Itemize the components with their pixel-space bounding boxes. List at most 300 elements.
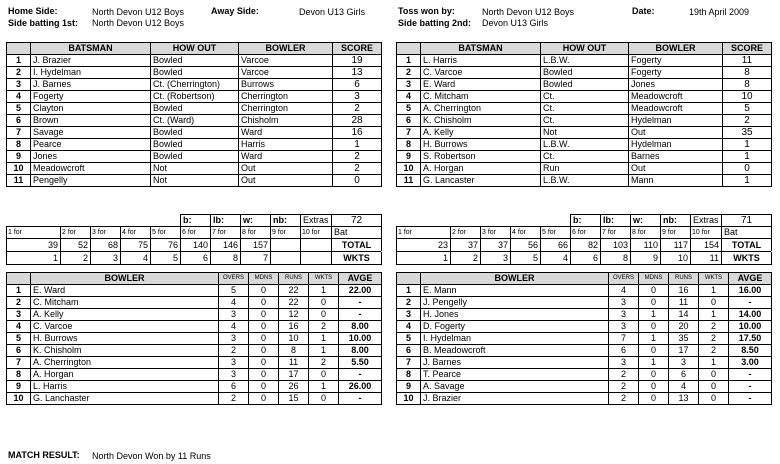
batsman-name: A. Horgan bbox=[421, 163, 541, 175]
batsman-name: Jones bbox=[31, 151, 151, 163]
header-runs: RUNS bbox=[279, 273, 309, 285]
batsman-score: 1 bbox=[723, 151, 772, 163]
bowler-name: Meadowcroft bbox=[629, 91, 723, 103]
total-label: TOTAL bbox=[332, 239, 382, 252]
how-out: Not bbox=[151, 163, 239, 175]
side-batting-second-value: Devon U13 Girls bbox=[482, 18, 549, 28]
batsman-number: 9 bbox=[7, 151, 31, 163]
overs: 5 bbox=[219, 285, 249, 297]
fow-label: 6 for bbox=[571, 227, 601, 239]
batsman-score: 1 bbox=[723, 139, 772, 151]
leg-byes-label: lb: bbox=[211, 215, 241, 227]
bowler-name: Out bbox=[239, 163, 333, 175]
maidens: 0 bbox=[249, 357, 279, 369]
bowler-name: Hydelman bbox=[629, 139, 723, 151]
fow-batsman: 1 bbox=[397, 252, 451, 265]
how-out: Bowled bbox=[541, 67, 629, 79]
fow-label: 5 for bbox=[541, 227, 571, 239]
batsman-score: 1 bbox=[723, 175, 772, 187]
table-row bbox=[7, 309, 382, 321]
batsman-score: 1 bbox=[333, 139, 382, 151]
batsman-score: 2 bbox=[333, 163, 382, 175]
blank bbox=[397, 215, 571, 227]
header-bowler: BOWLER bbox=[239, 43, 333, 55]
bowler-number: 7 bbox=[397, 357, 421, 369]
batsman-score: 28 bbox=[333, 115, 382, 127]
table-row bbox=[397, 163, 772, 175]
maidens: 0 bbox=[249, 345, 279, 357]
fow-runs: 117 bbox=[661, 239, 691, 252]
how-out: Ct. bbox=[541, 151, 629, 163]
table-row bbox=[7, 115, 382, 127]
bowler-number: 4 bbox=[397, 321, 421, 333]
maidens: 0 bbox=[249, 285, 279, 297]
fow-runs bbox=[271, 239, 301, 252]
bowler-name: A. Kelly bbox=[31, 309, 219, 321]
header-bowler: BOWLER bbox=[629, 43, 723, 55]
bowler-name: Varcoe bbox=[239, 67, 333, 79]
fow-runs: 146 bbox=[211, 239, 241, 252]
batsman-name: S. Robertson bbox=[421, 151, 541, 163]
bowler-name: B. Meadowcroft bbox=[421, 345, 609, 357]
wickets: 0 bbox=[699, 381, 729, 393]
header-score: SCORE bbox=[723, 43, 772, 55]
header-wkts: WKTS bbox=[699, 273, 729, 285]
table-row bbox=[397, 103, 772, 115]
bowler-name: Varcoe bbox=[239, 55, 333, 67]
runs: 10 bbox=[279, 333, 309, 345]
fow-runs: 154 bbox=[691, 239, 722, 252]
fow-label: 3 for bbox=[91, 227, 121, 239]
batsman-score: 8 bbox=[723, 67, 772, 79]
batsman-score: 2 bbox=[333, 151, 382, 163]
table-row bbox=[397, 139, 772, 151]
wickets: 2 bbox=[309, 357, 339, 369]
batsman-number: 6 bbox=[7, 115, 31, 127]
average: - bbox=[339, 369, 382, 381]
header-blank bbox=[7, 43, 31, 55]
batsman-score: 5 bbox=[723, 103, 772, 115]
bowler-name: Cherrington bbox=[239, 103, 333, 115]
runs: 17 bbox=[669, 345, 699, 357]
leg-byes-label: lb: bbox=[601, 215, 631, 227]
batsman-name: C. Varcoe bbox=[421, 67, 541, 79]
bowler-number: 5 bbox=[397, 333, 421, 345]
runs: 11 bbox=[669, 297, 699, 309]
runs: 17 bbox=[279, 369, 309, 381]
overs: 2 bbox=[609, 393, 639, 405]
bowler-name: T. Pearce bbox=[421, 369, 609, 381]
overs: 7 bbox=[609, 333, 639, 345]
fow-label: 8 for bbox=[631, 227, 661, 239]
header-bowler: BOWLER bbox=[31, 273, 219, 285]
wickets: 0 bbox=[309, 297, 339, 309]
wickets: 2 bbox=[699, 321, 729, 333]
batsman-score: 16 bbox=[333, 127, 382, 139]
how-out: L.B.W. bbox=[541, 55, 629, 67]
table-row bbox=[7, 91, 382, 103]
maidens: 0 bbox=[249, 321, 279, 333]
home-side-value: North Devon U12 Boys bbox=[92, 7, 185, 17]
maidens: 0 bbox=[639, 321, 669, 333]
table-row bbox=[7, 67, 382, 79]
average: - bbox=[729, 297, 772, 309]
overs: 3 bbox=[219, 333, 249, 345]
runs: 8 bbox=[279, 345, 309, 357]
table-row bbox=[7, 127, 382, 139]
average: 5.50 bbox=[339, 357, 382, 369]
runs: 16 bbox=[669, 285, 699, 297]
header-how-out: HOW OUT bbox=[541, 43, 629, 55]
bowler-name: I. Hydelman bbox=[421, 333, 609, 345]
batsman-number: 4 bbox=[7, 91, 31, 103]
batting-card-first bbox=[6, 42, 382, 187]
table-row bbox=[7, 297, 382, 309]
bowler-name: J. Pengelly bbox=[421, 297, 609, 309]
maidens: 1 bbox=[639, 333, 669, 345]
fow-batsman: 10 bbox=[661, 252, 691, 265]
batsman-score: 3 bbox=[333, 91, 382, 103]
runs: 6 bbox=[669, 369, 699, 381]
batting-card-second bbox=[396, 42, 772, 187]
header-how-out: HOW OUT bbox=[151, 43, 239, 55]
fow-label: 9 for bbox=[661, 227, 691, 239]
overs: 3 bbox=[219, 357, 249, 369]
blank bbox=[7, 215, 181, 227]
fow-batsman: 1 bbox=[7, 252, 61, 265]
how-out: Bowled bbox=[151, 103, 239, 115]
overs: 6 bbox=[219, 381, 249, 393]
runs: 3 bbox=[669, 357, 699, 369]
wickets: 0 bbox=[309, 393, 339, 405]
batsman-number: 6 bbox=[397, 115, 421, 127]
bowler-number: 2 bbox=[7, 297, 31, 309]
runs: 26 bbox=[279, 381, 309, 393]
fow-label: 1 for bbox=[7, 227, 61, 239]
fow-label: 5 for bbox=[151, 227, 181, 239]
batsman-name: J. Barnes bbox=[31, 79, 151, 91]
overs: 3 bbox=[219, 309, 249, 321]
table-row bbox=[7, 333, 382, 345]
bowler-name: Barnes bbox=[629, 151, 723, 163]
overs: 2 bbox=[609, 381, 639, 393]
fow-label: 7 for bbox=[601, 227, 631, 239]
average: 8.50 bbox=[729, 345, 772, 357]
how-out: L.B.W. bbox=[541, 175, 629, 187]
runs: 12 bbox=[279, 309, 309, 321]
batsman-name: A. Kelly bbox=[421, 127, 541, 139]
extras-value: 72 bbox=[332, 215, 382, 227]
fow-label: 2 for bbox=[61, 227, 91, 239]
side-batting-second-label: Side batting 2nd: bbox=[398, 18, 471, 28]
fow-runs: 110 bbox=[631, 239, 661, 252]
bowler-number: 6 bbox=[7, 345, 31, 357]
wickets: 1 bbox=[699, 357, 729, 369]
fow-runs: 157 bbox=[241, 239, 271, 252]
batsman-score: 2 bbox=[723, 115, 772, 127]
batsman-score: 35 bbox=[723, 127, 772, 139]
bowling-card-second bbox=[396, 272, 772, 405]
wickets: 2 bbox=[699, 345, 729, 357]
fow-batsman: 9 bbox=[631, 252, 661, 265]
table-row bbox=[397, 369, 772, 381]
bowler-number: 2 bbox=[397, 297, 421, 309]
header-blank bbox=[7, 273, 31, 285]
average: 10.00 bbox=[339, 333, 382, 345]
how-out: Ct. bbox=[541, 103, 629, 115]
bowler-name: Chisholm bbox=[239, 115, 333, 127]
table-row bbox=[397, 309, 772, 321]
bowler-number: 9 bbox=[7, 381, 31, 393]
wides-label: w: bbox=[241, 215, 271, 227]
bowler-name: C. Varcoe bbox=[31, 321, 219, 333]
table-row bbox=[397, 285, 772, 297]
fow-runs: 68 bbox=[91, 239, 121, 252]
overs: 4 bbox=[609, 285, 639, 297]
home-side-label: Home Side: bbox=[8, 6, 58, 16]
wides-label: w: bbox=[631, 215, 661, 227]
bowler-name: Jones bbox=[629, 79, 723, 91]
table-row bbox=[397, 127, 772, 139]
fow-batsman bbox=[271, 252, 301, 265]
how-out: Ct. bbox=[541, 115, 629, 127]
average: - bbox=[729, 369, 772, 381]
runs: 11 bbox=[279, 357, 309, 369]
bowler-name: A. Horgan bbox=[31, 369, 219, 381]
runs: 4 bbox=[669, 381, 699, 393]
runs: 15 bbox=[279, 393, 309, 405]
how-out: Bowled bbox=[151, 127, 239, 139]
batsman-number: 8 bbox=[7, 139, 31, 151]
batsman-number: 3 bbox=[7, 79, 31, 91]
bowler-name: E. Mann bbox=[421, 285, 609, 297]
fow-runs: 82 bbox=[571, 239, 601, 252]
table-row bbox=[7, 285, 382, 297]
wickets: 1 bbox=[309, 345, 339, 357]
date-value: 19th April 2009 bbox=[689, 7, 750, 17]
bowler-number: 10 bbox=[397, 393, 421, 405]
fow-runs: 39 bbox=[7, 239, 61, 252]
how-out: Bowled bbox=[151, 139, 239, 151]
average: 22.00 bbox=[339, 285, 382, 297]
wickets: 1 bbox=[699, 285, 729, 297]
table-row bbox=[397, 55, 772, 67]
header-overs: OVERS bbox=[219, 273, 249, 285]
header-batsman: BATSMAN bbox=[421, 43, 541, 55]
table-row bbox=[7, 345, 382, 357]
wickets: 0 bbox=[309, 309, 339, 321]
batsman-number: 2 bbox=[7, 67, 31, 79]
bowler-number: 3 bbox=[397, 309, 421, 321]
batsman-score: 13 bbox=[333, 67, 382, 79]
how-out: Ct. (Ward) bbox=[151, 115, 239, 127]
fow-label: 10 for bbox=[691, 227, 722, 239]
fow-batsman: 2 bbox=[451, 252, 481, 265]
bowler-name: D. Fogerty bbox=[421, 321, 609, 333]
bowler-name: Out bbox=[629, 127, 723, 139]
bowler-name: J. Brazier bbox=[421, 393, 609, 405]
wickets: 2 bbox=[699, 333, 729, 345]
maidens: 0 bbox=[249, 309, 279, 321]
extras-fow-second bbox=[396, 214, 772, 265]
table-row bbox=[397, 91, 772, 103]
fow-batsman: 3 bbox=[91, 252, 121, 265]
maidens: 0 bbox=[639, 345, 669, 357]
bowler-name: L. Harris bbox=[31, 381, 219, 393]
fow-batsman: 5 bbox=[511, 252, 541, 265]
wickets: 0 bbox=[699, 369, 729, 381]
average: 8.00 bbox=[339, 345, 382, 357]
how-out: Ct. bbox=[541, 91, 629, 103]
overs: 3 bbox=[609, 297, 639, 309]
wickets: 0 bbox=[699, 393, 729, 405]
fow-label: 9 for bbox=[271, 227, 301, 239]
how-out: Bowled bbox=[151, 55, 239, 67]
average: 17.50 bbox=[729, 333, 772, 345]
how-out: Bowled bbox=[151, 151, 239, 163]
fow-batsman: 2 bbox=[61, 252, 91, 265]
no-balls-label: nb: bbox=[271, 215, 301, 227]
toss-label: Toss won by: bbox=[398, 6, 455, 16]
fow-label: 4 for bbox=[121, 227, 151, 239]
maidens: 0 bbox=[249, 369, 279, 381]
maidens: 0 bbox=[639, 285, 669, 297]
bowling-card-first bbox=[6, 272, 382, 405]
fow-batsman: 7 bbox=[241, 252, 271, 265]
batsman-name: Savage bbox=[31, 127, 151, 139]
extras-fow-first bbox=[6, 214, 382, 265]
header-overs: OVERS bbox=[609, 273, 639, 285]
table-row bbox=[7, 393, 382, 405]
header-avge: AVGE bbox=[729, 273, 772, 285]
bowler-number: 9 bbox=[397, 381, 421, 393]
batsman-score: 0 bbox=[723, 163, 772, 175]
bowler-number: 8 bbox=[397, 369, 421, 381]
bowler-number: 3 bbox=[7, 309, 31, 321]
maidens: 0 bbox=[249, 297, 279, 309]
extras-label: Extras bbox=[301, 215, 332, 227]
how-out: Bowled bbox=[151, 67, 239, 79]
batsman-name: Pengelly bbox=[31, 175, 151, 187]
how-out: Not bbox=[151, 175, 239, 187]
wickets: 0 bbox=[309, 369, 339, 381]
table-row bbox=[7, 55, 382, 67]
bowler-name: H. Jones bbox=[421, 309, 609, 321]
runs: 22 bbox=[279, 285, 309, 297]
fow-runs: 37 bbox=[451, 239, 481, 252]
table-row bbox=[397, 345, 772, 357]
batsman-number: 9 bbox=[397, 151, 421, 163]
wickets: 1 bbox=[309, 333, 339, 345]
away-side-label: Away Side: bbox=[211, 6, 259, 16]
header-blank bbox=[397, 273, 421, 285]
batsman-number: 10 bbox=[7, 163, 31, 175]
batsman-name: Meadowcroft bbox=[31, 163, 151, 175]
fow-batsman: 6 bbox=[181, 252, 211, 265]
table-row bbox=[7, 139, 382, 151]
batsman-number: 7 bbox=[7, 127, 31, 139]
fow-runs: 75 bbox=[121, 239, 151, 252]
batsman-number: 8 bbox=[397, 139, 421, 151]
wickets: 0 bbox=[699, 297, 729, 309]
table-row bbox=[7, 381, 382, 393]
bowler-name: Meadowcroft bbox=[629, 103, 723, 115]
batsman-name: E. Ward bbox=[421, 79, 541, 91]
bowler-name: Out bbox=[239, 175, 333, 187]
table-row bbox=[397, 297, 772, 309]
batsman-score: 0 bbox=[333, 175, 382, 187]
fow-runs: 37 bbox=[481, 239, 511, 252]
bowler-name: E. Ward bbox=[31, 285, 219, 297]
average: 10.00 bbox=[729, 321, 772, 333]
bowler-number: 7 bbox=[7, 357, 31, 369]
table-row bbox=[397, 393, 772, 405]
table-row bbox=[397, 67, 772, 79]
average: 16.00 bbox=[729, 285, 772, 297]
table-row bbox=[7, 321, 382, 333]
how-out: Not bbox=[541, 127, 629, 139]
maidens: 0 bbox=[639, 369, 669, 381]
bat-label: Bat bbox=[332, 227, 382, 239]
maidens: 0 bbox=[249, 393, 279, 405]
how-out: Ct. (Cherrington) bbox=[151, 79, 239, 91]
bowler-number: 4 bbox=[7, 321, 31, 333]
batsman-number: 1 bbox=[397, 55, 421, 67]
batsman-name: G. Lancaster bbox=[421, 175, 541, 187]
batsman-number: 2 bbox=[397, 67, 421, 79]
runs: 20 bbox=[669, 321, 699, 333]
bowler-number: 8 bbox=[7, 369, 31, 381]
header-score: SCORE bbox=[333, 43, 382, 55]
batsman-name: J. Brazier bbox=[31, 55, 151, 67]
how-out: Run bbox=[541, 163, 629, 175]
bowler-number: 1 bbox=[7, 285, 31, 297]
batsman-score: 10 bbox=[723, 91, 772, 103]
wickets: 1 bbox=[309, 285, 339, 297]
wickets: 2 bbox=[309, 321, 339, 333]
batsman-number: 3 bbox=[397, 79, 421, 91]
bowler-name: Ward bbox=[239, 127, 333, 139]
fow-runs: 140 bbox=[181, 239, 211, 252]
table-row bbox=[397, 333, 772, 345]
average: 3.00 bbox=[729, 357, 772, 369]
bowler-name: Mann bbox=[629, 175, 723, 187]
bowler-name: A. Cherrington bbox=[31, 357, 219, 369]
bowler-number: 5 bbox=[7, 333, 31, 345]
average: - bbox=[729, 381, 772, 393]
fow-batsman: 6 bbox=[571, 252, 601, 265]
batsman-number: 4 bbox=[397, 91, 421, 103]
table-row bbox=[7, 369, 382, 381]
header-wkts: WKTS bbox=[309, 273, 339, 285]
table-row bbox=[397, 321, 772, 333]
fow-label: 7 for bbox=[211, 227, 241, 239]
match-result-text: North Devon Won by 11 Runs bbox=[92, 451, 211, 461]
fow-runs: 56 bbox=[511, 239, 541, 252]
header-mdns: MDNS bbox=[639, 273, 669, 285]
extras-value: 71 bbox=[722, 215, 772, 227]
batsman-number: 11 bbox=[397, 175, 421, 187]
away-side-value: Devon U13 Girls bbox=[299, 7, 366, 17]
batsman-name: Fogerty bbox=[31, 91, 151, 103]
fow-batsman: 11 bbox=[691, 252, 722, 265]
batsman-name: H. Burrows bbox=[421, 139, 541, 151]
batsman-name: C. Mitcham bbox=[421, 91, 541, 103]
overs: 3 bbox=[609, 321, 639, 333]
bat-label: Bat bbox=[722, 227, 772, 239]
batsman-number: 10 bbox=[397, 163, 421, 175]
batsman-name: I. Hydelman bbox=[31, 67, 151, 79]
